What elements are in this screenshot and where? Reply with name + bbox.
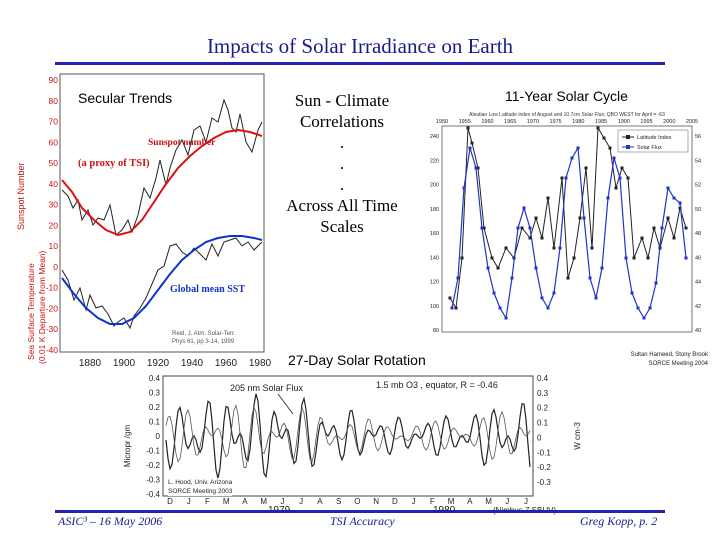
solar-flux-point [499, 307, 502, 310]
solar-flux-point [679, 202, 682, 205]
solar-cycle-y-right-tick: 44 [695, 279, 702, 286]
rotation-y-right-tick: -0.3 [537, 478, 551, 487]
slide-title: Impacts of Solar Irradiance on Earth [206, 34, 514, 58]
solar-flux-point [487, 267, 490, 270]
center-line-2: Correlations [299, 112, 385, 131]
secular-y-title-units: (0.01 K Departure from Mean) [37, 250, 47, 364]
rotation-month-tick: A [467, 497, 473, 506]
solar-flux-point [661, 227, 664, 230]
rotation-month-tick: D [167, 497, 173, 506]
secular-x-tick: 1940 [180, 358, 204, 369]
solar-cycle-y-left-tick: 220 [429, 158, 439, 165]
rotation-y-left-tick: 0.3 [148, 388, 160, 398]
rotation-y-left-tick: -0.1 [146, 446, 160, 456]
center-line-1: Sun - Climate [294, 91, 390, 110]
rotation-month-tick: D [391, 497, 398, 506]
solar-cycle-y-right-tick: 56 [695, 134, 702, 140]
sunspot-number-label: Sunspot number [148, 138, 216, 148]
rotation-month-tick: S [335, 497, 342, 506]
rotation-month-tick: J [524, 497, 528, 506]
global-mean-sst-label: Global mean SST [170, 284, 246, 295]
latitude-index-point [491, 257, 494, 260]
rotation-y-left-tick: -0.2 [146, 461, 160, 470]
solar-flux-point [667, 187, 670, 190]
solar-flux-point [475, 167, 478, 170]
solar-cycle-y-right-tick: 52 [695, 182, 702, 189]
rotation-month-tick: F [429, 497, 435, 506]
rotation-month-tick: M [447, 497, 455, 506]
rotation-month-tick: M [485, 497, 492, 506]
center-dot-1: . [339, 133, 345, 152]
hameed-credit-line2: SORCE Meeting 2004 [648, 361, 708, 367]
secular-y-tick: -40 [45, 345, 58, 355]
latitude-index-point [579, 217, 582, 220]
reid-citation [172, 330, 235, 346]
rotation-y-left-title: Micropr /gm [123, 424, 132, 468]
rotation-month-tick: M [260, 497, 268, 506]
solar-cycle-y-right-tick: 40 [695, 328, 702, 334]
solar-cycle-x-tick: 1955 [458, 119, 471, 125]
solar-flux-point [541, 297, 544, 300]
latitude-index-point [567, 277, 570, 280]
secular-y-tick: -20 [45, 303, 58, 314]
secular-y-tick: 0 [53, 261, 58, 272]
title-rule [55, 62, 665, 65]
solar-flux-point [523, 207, 526, 210]
latitude-index-point [573, 257, 576, 260]
solar-flux-point [505, 317, 508, 320]
solar-cycle-y-left-tick: 80 [432, 328, 439, 334]
rotation-month-tick: F [205, 497, 210, 506]
latitude-index-point [641, 237, 644, 240]
solar-flux-point [559, 247, 562, 250]
solar-cycle-x-tick: 1975 [549, 119, 562, 125]
legend-solar-flux: Solar Flux [637, 145, 662, 151]
secular-y-tick: -30 [45, 324, 58, 335]
latitude-index-point [467, 127, 470, 130]
rotation-y-right-title: W cm-3 [573, 422, 582, 450]
latitude-index-point [633, 257, 636, 260]
solar-cycle-x-tick: 1995 [640, 119, 653, 125]
solar-flux-point [451, 307, 454, 310]
rotation-y-right-tick: -0.1 [537, 448, 551, 458]
solar-cycle-y-right-tick: 54 [695, 158, 702, 165]
rotation-month-tick: A [317, 497, 323, 506]
latitude-index-point [653, 227, 656, 230]
rotation-y-left-tick: 0.1 [148, 417, 160, 427]
solar-cycle-y-left-tick: 200 [429, 182, 439, 189]
rotation-y-right-tick: 0.2 [537, 403, 549, 413]
latitude-index-point [685, 227, 688, 230]
latitude-index-point [541, 237, 544, 240]
solar-flux-point [583, 217, 586, 220]
latitude-index-point [461, 257, 464, 260]
latitude-index-point [603, 137, 606, 140]
proxy-of-tsi-label: (a proxy of TSI) [78, 158, 150, 169]
footer-rule [55, 510, 665, 513]
solar-cycle-x-tick: 1970 [526, 119, 540, 125]
solar-cycle-x-tick: 1960 [481, 119, 494, 125]
rotation-month-tick: O [354, 497, 361, 506]
solar-cycle-x-tick: 1985 [594, 119, 608, 125]
reid-citation-line1: Reid, J. Atm. Solar-Terr. [172, 331, 236, 337]
solar-flux-point [649, 307, 652, 310]
latitude-index-point [449, 297, 452, 300]
latitude-index-point [597, 127, 600, 130]
solar-flux-point [469, 147, 472, 150]
footer-left: ASIC³ – 16 May 2006 [58, 514, 163, 528]
solar-flux-point [589, 277, 592, 280]
solar-flux-point [673, 197, 676, 200]
secular-y-tick: 60 [48, 137, 58, 148]
center-line-3: Across All Time [286, 196, 398, 215]
hood-credit-line1: L. Hood, Univ. Arizona [168, 479, 233, 486]
solar-flux-point [517, 227, 520, 230]
rotation-month-tick: A [242, 497, 248, 506]
center-line-4: Scales [320, 217, 364, 236]
secular-x-tick: 1960 [214, 358, 238, 369]
solar-rotation-heading: 27-Day Solar Rotation [288, 352, 426, 368]
latitude-index-point [535, 217, 538, 220]
secular-y-tick: 20 [48, 220, 58, 231]
secular-y-tick: 90 [48, 75, 58, 85]
solar-flux-point [619, 177, 622, 180]
secular-y-tick: 70 [48, 116, 58, 127]
latitude-index-point [547, 197, 550, 200]
rotation-y-left-tick: 0 [155, 432, 160, 441]
rotation-y-right-tick: 0.4 [537, 374, 549, 383]
solar-cycle-heading: 11-Year Solar Cycle [505, 88, 628, 104]
latitude-index-point [505, 247, 508, 250]
rotation-month-tick: J [280, 497, 285, 506]
solar-flux-point [535, 267, 538, 270]
rotation-y-right-tick: 0.1 [537, 418, 549, 428]
solar-flux-point [565, 177, 568, 180]
rotation-month-tick: J [505, 497, 510, 506]
latitude-index-point [667, 217, 670, 220]
solar-flux-point [571, 157, 574, 160]
rotation-month-tick: J [299, 497, 304, 506]
solar-flux-point [643, 317, 646, 320]
solar-cycle-y-right-tick: 48 [695, 231, 702, 237]
latitude-index-point [553, 247, 556, 250]
solar-flux-point [547, 307, 550, 310]
footer-center: TSI Accuracy [330, 514, 395, 528]
solar-cycle-y-right-tick: 46 [695, 255, 702, 262]
solar-cycle-y-left-tick: 140 [429, 255, 439, 262]
solar-cycle-x-tick: 1990 [617, 119, 630, 125]
latitude-index-point [497, 267, 500, 270]
solar-cycle-panel [422, 108, 712, 340]
solar-flux-point [655, 282, 658, 285]
legend-latitude-index: Latitude Index [637, 135, 672, 141]
center-dot-2: . [339, 154, 345, 173]
solar-cycle-x-tick: 1950 [435, 119, 449, 125]
solar-flux-point [493, 292, 496, 295]
center-dot-3: . [339, 175, 345, 194]
latitude-index-point [673, 237, 676, 240]
solar-flux-point [529, 227, 532, 230]
solar-flux-point [613, 157, 616, 160]
solar-flux-point [577, 147, 580, 150]
secular-trends-heading: Secular Trends [78, 90, 173, 106]
secular-y-tick: 50 [48, 158, 58, 169]
rotation-y-left-tick: -0.4 [146, 490, 160, 499]
secular-y-title-sunspot: Sunspot Number [16, 162, 26, 230]
secular-x-tick: 1980 [248, 358, 272, 369]
secular-y-tick: 30 [48, 199, 58, 210]
latitude-index-point [455, 307, 458, 310]
hood-credit-line2: SORCE Meeting 2003 [168, 488, 233, 495]
secular-y-tick: -10 [45, 282, 58, 293]
latitude-index-point [627, 177, 630, 180]
solar-flux-205nm-label: 205 nm Solar Flux [230, 383, 304, 393]
rotation-month-tick: J [186, 497, 191, 506]
rotation-month-tick: N [373, 497, 379, 506]
solar-flux-point [601, 267, 604, 270]
secular-x-tick: 1920 [146, 358, 170, 369]
solar-flux-point [685, 257, 688, 260]
solar-flux-point [553, 292, 556, 295]
rotation-y-left-tick: -0.3 [146, 475, 160, 485]
solar-flux-point [631, 292, 634, 295]
ozone-label: 1.5 mb O3 , equator, R = -0.46 [376, 380, 498, 390]
solar-cycle-y-right-tick: 50 [695, 206, 702, 213]
latitude-index-point [621, 167, 624, 170]
solar-flux-point [637, 307, 640, 310]
latitude-index-point [609, 147, 612, 150]
rotation-month-tick: M [222, 497, 230, 506]
solar-cycle-x-tick: 2000 [663, 119, 676, 125]
secular-y-tick: 40 [48, 178, 58, 189]
rotation-y-left-tick: 0.2 [148, 403, 160, 412]
solar-flux-point [463, 187, 466, 190]
latitude-index-point [561, 177, 564, 180]
latitude-index-point [471, 142, 474, 145]
solar-cycle-y-left-tick: 240 [429, 134, 439, 140]
solar-cycle-x-tick: 2005 [685, 119, 699, 125]
solar-cycle-x-tick: 1965 [504, 119, 517, 125]
solar-cycle-y-left-tick: 160 [429, 231, 439, 237]
rotation-y-right-tick: 0 [537, 433, 542, 443]
solar-cycle-y-left-tick: 100 [429, 303, 439, 310]
hood-credit [168, 478, 232, 496]
secular-y-tick: 10 [48, 241, 58, 252]
latitude-index-point [647, 257, 650, 260]
solar-cycle-y-right-tick: 42 [695, 303, 702, 310]
rotation-y-right-tick: 0.3 [537, 388, 549, 398]
solar-cycle-y-left-tick: 180 [429, 206, 439, 213]
solar-flux-point [481, 227, 484, 230]
secular-y-title-sst: Sea Surface Temperature [26, 263, 36, 360]
rotation-y-left-tick: 0.4 [148, 374, 160, 383]
secular-x-tick: 1900 [112, 358, 136, 369]
latitude-index-point [521, 227, 524, 230]
secular-y-tick: 80 [48, 95, 58, 106]
solar-cycle-caption: Aleutian Low Latitude index of August and 10.7cm Solar Flux; QBO WEST for April = -63 [469, 112, 665, 118]
footer-right: Greg Kopp, p. 2 [580, 514, 658, 528]
reid-citation-line2: Phys 61, pp 3-14, 1999 [172, 339, 235, 345]
solar-flux-point [511, 277, 514, 280]
solar-cycle-chart [422, 108, 712, 340]
rotation-month-tick: J [411, 497, 416, 506]
latitude-index-point [585, 167, 588, 170]
hameed-credit [598, 351, 708, 369]
solar-flux-point [607, 197, 610, 200]
solar-cycle-x-tick: 1980 [572, 119, 585, 125]
solar-flux-point [595, 297, 598, 300]
secular-x-tick: 1880 [78, 358, 102, 369]
center-callout [268, 90, 416, 237]
hameed-credit-line1: Sultan Hameed, Stony Brook [630, 352, 708, 358]
latitude-index-point [615, 187, 618, 190]
rotation-y-right-tick: -0.2 [537, 463, 551, 473]
solar-flux-point [457, 277, 460, 280]
solar-cycle-y-left-tick: 120 [429, 279, 439, 286]
latitude-index-point [591, 247, 594, 250]
solar-flux-point [625, 257, 628, 260]
